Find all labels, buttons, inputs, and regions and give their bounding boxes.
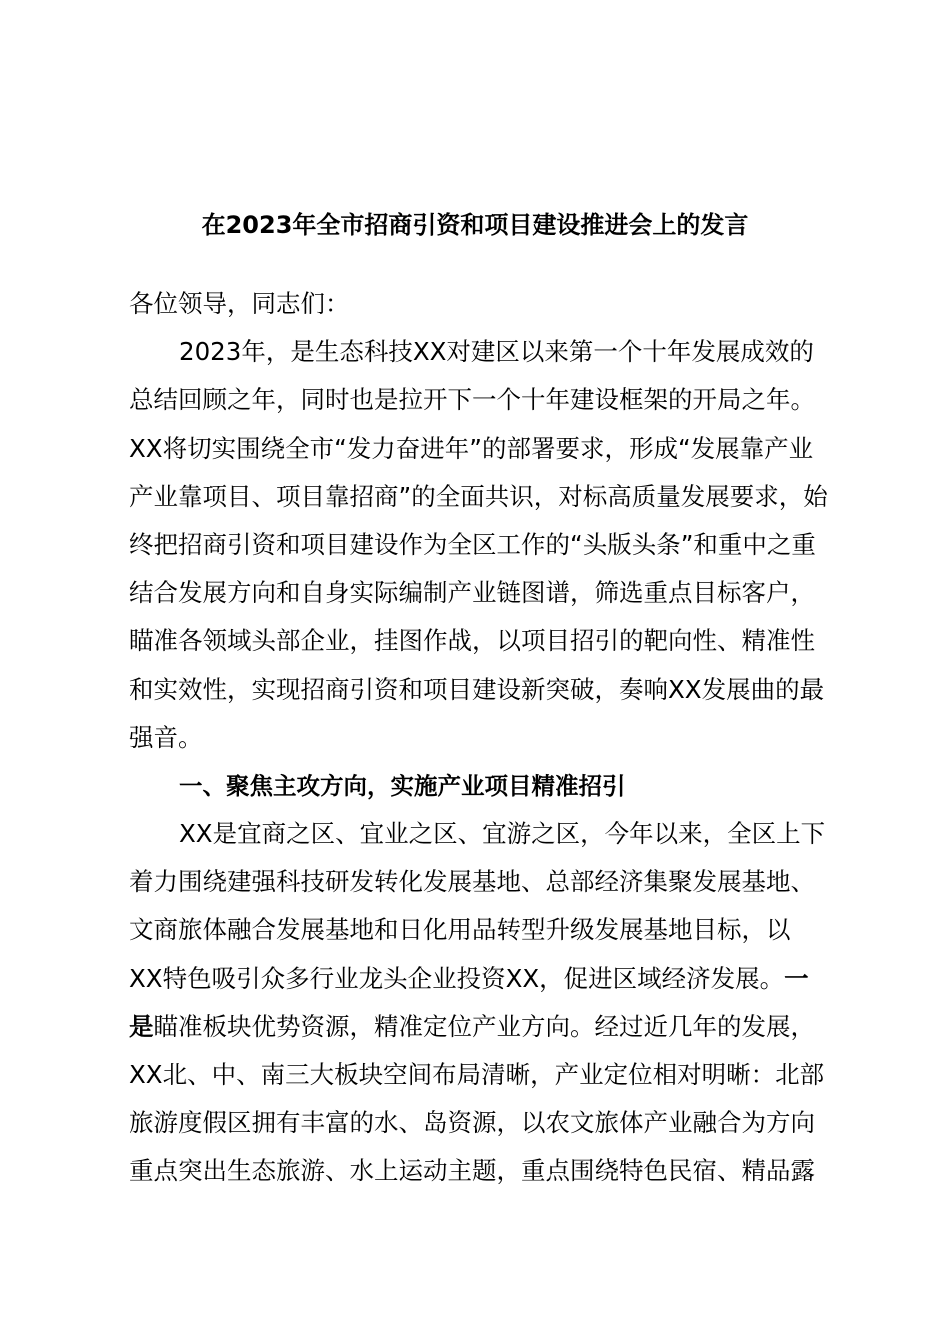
greeting: 各位领导，同志们： bbox=[129, 289, 350, 318]
paragraph-line: 2023年，是生态科技XX对建区以来第一个十年发展成效的 bbox=[179, 337, 814, 367]
paragraph-line bbox=[129, 955, 857, 1003]
paragraph-line: XX北、中、南三大板块空间布局清晰，产业定位相对明晰：北部 bbox=[129, 1060, 825, 1089]
document-title: 在2023年全市招商引资和项目建设推进会上的发言 bbox=[201, 211, 749, 239]
paragraph-line: 瞄准各领域头部企业，挂图作战，以项目招引的靶向性、精准性 bbox=[129, 626, 815, 656]
paragraph-line: XX是宜商之区、宜业之区、宜游之区，今年以来，全区上下 bbox=[179, 819, 826, 849]
paragraph-line: 结合发展方向和自身实际编制产业链图谱，筛选重点目标客户， bbox=[129, 578, 815, 608]
paragraph-line: 重点突出生态旅游、水上运动主题，重点围绕特色民宿、精品露 bbox=[129, 1156, 815, 1186]
bold-ordinal: 一 bbox=[784, 963, 809, 993]
paragraph-text: 瞄准板块优势资源，精准定位产业方向。经过近几年的发展， bbox=[153, 1011, 815, 1041]
paragraph-line: 和实效性，实现招商引资和项目建设新突破，奏响XX发展曲的最 bbox=[129, 674, 825, 704]
paragraph-line: 产业靠项目、项目靠招商”的全面共识，对标高质量发展要求，始 bbox=[129, 481, 828, 511]
section-heading: 一、聚焦主攻方向，实施产业项目精准招引 bbox=[179, 771, 626, 800]
paragraph-line: XX将切实围绕全市“发力奋进年”的部署要求，形成“发展靠产业 bbox=[129, 433, 814, 463]
bold-ordinal: 是 bbox=[129, 1011, 154, 1041]
paragraph-line: 总结回顾之年，同时也是拉开下一个十年建设框架的开局之年。 bbox=[129, 385, 815, 415]
paragraph-line: 文商旅体融合发展基地和日化用品转型升级发展基地目标，以 bbox=[129, 915, 791, 945]
paragraph-line: 旅游度假区拥有丰富的水、岛资源，以农文旅体产业融合为方向 bbox=[129, 1108, 815, 1138]
paragraph-line: 着力围绕建强科技研发转化发展基地、总部经济集聚发展基地、 bbox=[129, 867, 815, 897]
document-body bbox=[129, 280, 857, 1196]
paragraph-line: 终把招商引资和项目建设作为全区工作的“头版头条”和重中之重 bbox=[129, 529, 816, 559]
paragraph-text: XX特色吸引众多行业龙头企业投资XX，促进区域经济发展。 bbox=[129, 963, 785, 993]
paragraph-line bbox=[129, 1003, 857, 1051]
paragraph-line: 强音。 bbox=[129, 722, 203, 752]
